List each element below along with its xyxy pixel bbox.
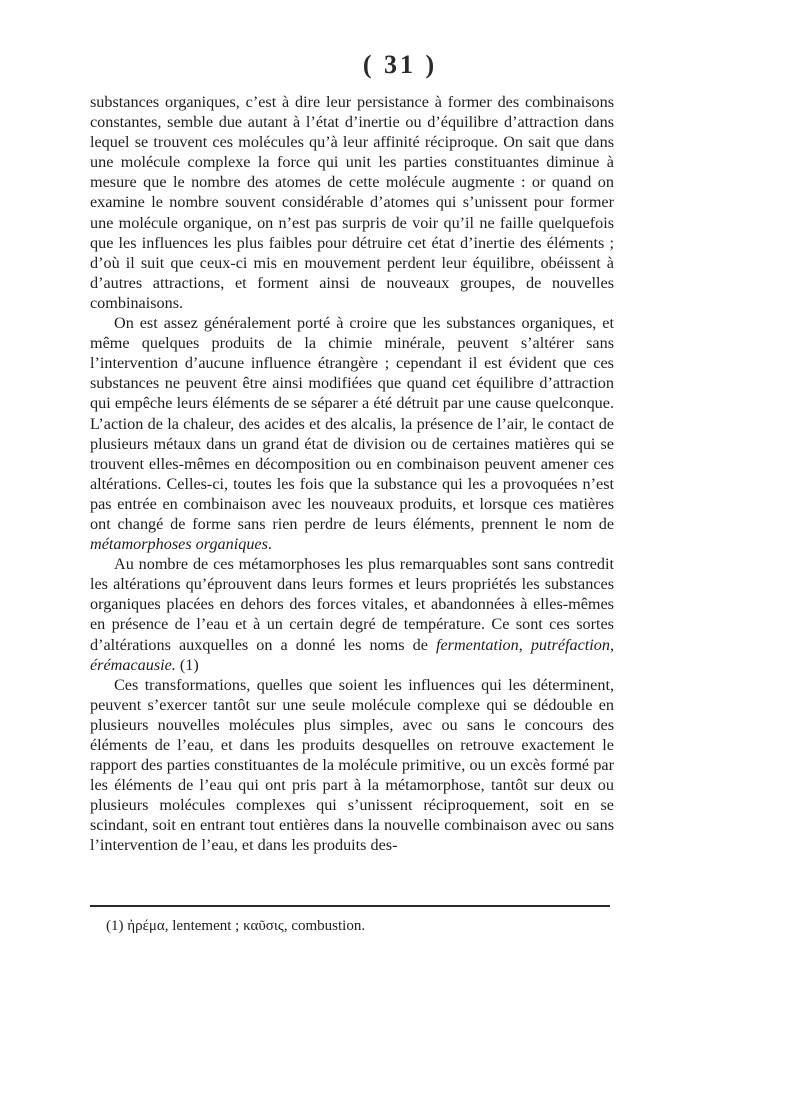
footnote-divider xyxy=(90,905,610,907)
paragraph-1: substances organiques, c’est à dire leur persistance à former des combinaisons constantes, semble due autant à l’état d’inertie ou d’équilibre d’attraction dans lequel se trouvent ces molécules qu’à leur affinité réciproque. On sait que dans une molécule complexe la force qui unit les parties constituantes diminue à mesure que le nombre des atomes de cette molécule augmente : or quand on examine le nombre souvent considérable d’atomes qui s’unissent pour former une molécule organique, on n’est pas surpris de voir qu’il ne faille quelquefois que les influences les plus faibles pour détruire cet état d’inertie des éléments ; d’où il suit que ceux-ci mis en mouvement perdent leur équilibre, obéissent à d’autres attractions, et forment ainsi de nouveaux groupes, de nouvelles combinaisons. xyxy=(90,93,614,312)
footnote: (1) ἠρέμα, lentement ; καῦσις, combustion. xyxy=(106,918,366,934)
paragraph-3-text: Au nombre de ces métamorphoses les plus remarquables sont sans contredit les altérations qu’éprouvent dans leurs formes et leurs propriétés les substances organiques placées en dehors des forces vitales, et abandonnées à elles-mêmes en présence de l’eau et à un certain degré de température. Ce sont ces sortes d’altérations auxquelles on a donné les noms de xyxy=(90,555,614,654)
paragraph-2 xyxy=(90,313,614,554)
footnote-reference: (1) xyxy=(179,655,199,674)
term-putrefaction: putréfaction xyxy=(530,635,610,654)
paragraph-2-emphasis: métamorphoses organiques xyxy=(90,535,268,554)
term-fermentation: fermentation xyxy=(435,635,519,654)
paragraph-2-text: On est assez généralement porté à croire que les substances organiques, et même quelques produits de la chimie minérale, peuvent s’altérer sans l’intervention d’aucune influence étrangère ; cependant il est évident que ces substances ne peuvent être ainsi modifiées que quand cet équilibre d’attraction qui empêche leurs éléments de se séparer a été détruit par une cause quelconque. L’action de la chaleur, des acides et des alcalis, la présence de l’air, le contact de plusieurs métaux dans un grand état de division ou de certaines matières qui se trouvent elles-mêmes en décomposition ou en combinaison peuvent amener ces altérations. Celles-ci, toutes les fois que la substance qui les a provoquées n’est pas entrée en combinaison avec les nouveaux produits, et lorsque ces matières ont changé de forme sans rien perdre de leurs éléments, prennent le nom de xyxy=(90,314,614,533)
term-separator-2: , xyxy=(609,635,615,654)
term-eremacausie: érémacausie. xyxy=(90,655,176,674)
term-separator-1: , xyxy=(518,635,523,654)
page-number: ( 31 ) xyxy=(362,50,438,79)
paragraph-3 xyxy=(90,554,614,675)
body-text xyxy=(90,92,614,856)
paragraph-4: Ces transformations, quelles que soient les influences qui les déterminent, peuvent s’exercer tantôt sur une seule molécule complexe qui se dédouble en plusieurs nouvelles molécules plus simples, avec ou sans le concours des éléments de l’eau, et dans les produits desquelles on retrouve exactement le rapport des parties constituantes de la molécule primitive, ou un excès formé par les éléments de l’eau qui ont pris part à la métamorphose, tantôt sur deux ou plusieurs molécules complexes qui s’unissent réciproquement, soit en se scindant, soit en entrant tout entières dans la nouvelle combinaison avec ou sans l’intervention de l’eau, et dans les produits des- xyxy=(90,675,614,855)
paragraph-2-end: . xyxy=(267,535,272,554)
